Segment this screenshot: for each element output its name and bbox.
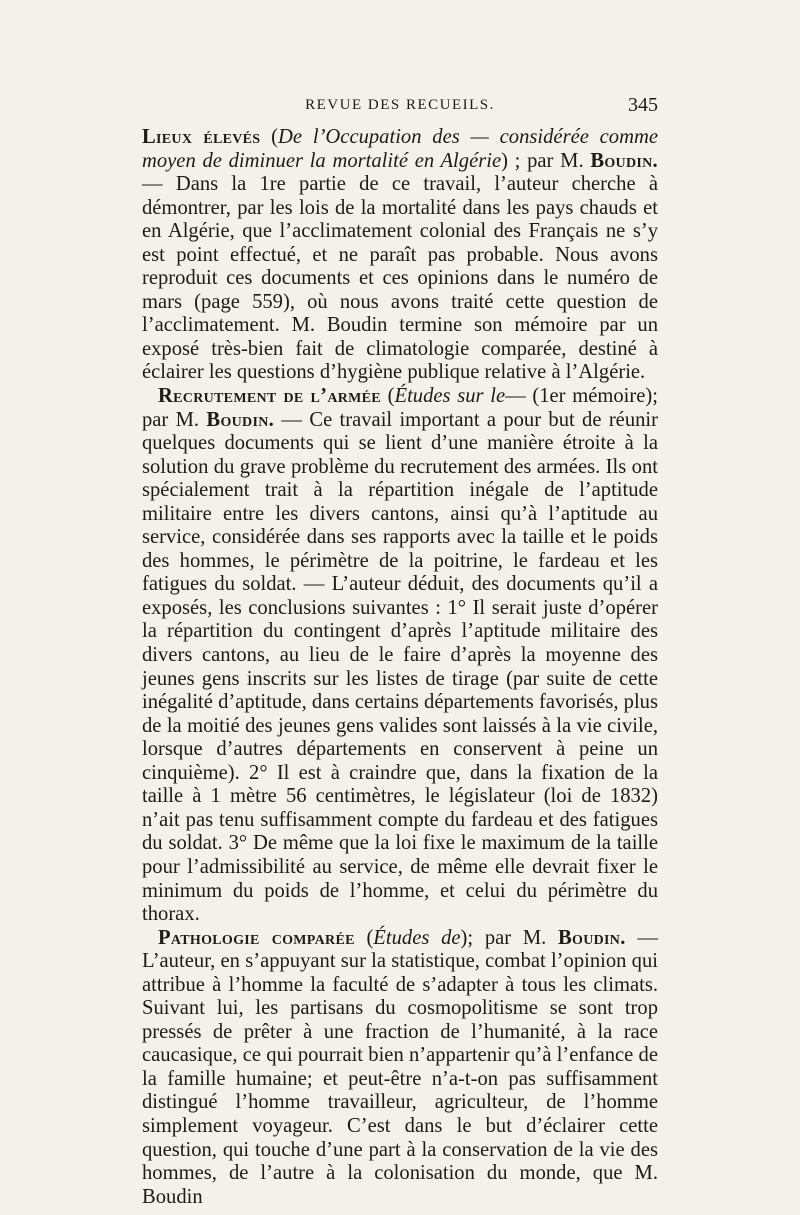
body-text	[142, 126, 658, 1209]
entry-title: Études sur le	[394, 385, 506, 408]
running-head: REVUE DES RECUEILS.	[305, 97, 495, 113]
entry-mid: ) ; par M.	[501, 149, 591, 172]
entry-author: Boudin.	[206, 408, 275, 431]
entry-pathologie: Pathologie comparée (Études de); par M. Boudin. — L’auteur, en s’appuyant sur la statistique, combat l’opinion qui attribue à l’homme la faculté de s’adapter à tous les climats. Suivant lui, les partisans du cosmopolitisme se sont trop pressés de prêter à une fraction de l’humanité, à la race caucasique, ce qui pourrait bien n’appartenir qu’à l’enfance de la famille humaine; et peut-être n’a-t-on pas suffisamment distingué l’homme travailleur, agriculteur, de l’homme simplement voyageur. C’est dans le but d’éclairer cette question, qui touche d’une part à la conservation de la vie des hommes, de l’autre à la colonisation du monde, que M. Boudin	[142, 926, 658, 1208]
entry-body: — Dans la 1re partie de ce travail, l’auteur cherche à démontrer, par les lois de la mortalité dans les pays chauds et en Algérie, que l’acclimatement colonial des Français ne s’y est point effectué, et ne paraît pas probable. Nous avons reproduit ces documents et ces opinions dans le numéro de mars (page 559), où nous avons traité cette question de l’acclimatement. M. Boudin termine son mémoire par un exposé très-bien fait de climatologie comparée, destiné à éclairer les questions d’hygiène publique relative à l’Algérie.	[142, 173, 658, 384]
entry-heading: Pathologie comparée	[158, 926, 355, 949]
entry-recrutement: Recrutement de l’armée (Études sur le— (1er mémoire); par M. Boudin. — Ce travail important a pour but de réunir quelques documents qui se lient d’une manière étroite à la solution du grave problème du recrutement des armées. Ils ont spécialement trait à la répartition inégale de l’aptitude militaire entre les divers cantons, ainsi qu’à l’aptitude au service, considérée dans ses rapports avec la taille et le poids des hommes, le périmètre de la poitrine, le fardeau et les fatigues du soldat. — L’auteur déduit, des documents qu’il a exposés, les conclusions suivantes : 1° Il serait juste d’opérer la répartition du contingent d’après l’aptitude militaire des divers cantons, au lieu de le faire d’après la moyenne des jeunes gens inscrits sur les listes de tirage (par suite de cette inégalité d’aptitude, dans certains départements favorisés, plus de la moitié des jeunes gens valides sont laissés à la vie civile, lorsque d’autres départements en conservent à peine un cinquième). 2° Il est à craindre que, dans la fixation de la taille à 1 mètre 56 centimètres, le législateur (loi de 1832) n’ait pas tenu suffisamment compte du fardeau et des fatigues du soldat. 3° De même que la loi fixe le maximum de la taille pour l’admissibilité au service, de même elle devrait fixer le minimum du poids de l’homme, et celui du périmètre du thorax.	[142, 385, 658, 926]
entry-body: — L’auteur, en s’appuyant sur la statistique, combat l’opinion qui attribue à l’homme la faculté de s’adapter à tous les climats. Suivant lui, les partisans du cosmopolitisme se sont trop pressés de prêter à une fraction de l’humanité, à la race caucasique, ce qui pourrait bien n’appartenir qu’à l’enfance de la famille humaine; et peut-être n’a-t-on pas suffisamment distingué l’homme travailleur, agriculteur, de l’homme simplement voyageur. C’est dans le but d’éclairer cette question, qui touche d’une part à la conservation de la vie des hommes, de l’autre à la colonisation du monde, que M. Boudin	[142, 926, 658, 1208]
entry-lieux-eleves: Lieux élevés (De l’Occupation des — considérée comme moyen de diminuer la mortalité en Algérie) ; par M. Boudin. — Dans la 1re partie de ce travail, l’auteur cherche à démontrer, par les lois de la mortalité dans les pays chauds et en Algérie, que l’acclimatement colonial des Français ne s’y est point effectué, et ne paraît pas probable. Nous avons reproduit ces documents et ces opinions dans le numéro de mars (page 559), où nous avons traité cette question de l’acclimatement. M. Boudin termine son mémoire par un exposé très-bien fait de climatologie comparée, destiné à éclairer les questions d’hygiène publique relative à l’Algérie.	[142, 126, 658, 384]
entry-author: Boudin.	[558, 926, 626, 949]
entry-mid: — (1er mémoire); par M.	[142, 385, 658, 431]
entry-author: Boudin.	[590, 149, 658, 172]
entry-body: — Ce travail important a pour but de réunir quelques documents qui se lient d’une manière étroite à la solution du grave problème du recrutement des armées. Ils ont spécialement trait à la répartition inégale de l’aptitude militaire entre les divers cantons, ainsi qu’à l’aptitude au service, considérée dans ses rapports avec la taille et le poids des hommes, le périmètre de la poitrine, le fardeau et les fatigues du soldat. — L’auteur déduit, des documents qu’il a exposés, les conclusions suivantes : 1° Il serait juste d’opérer la répartition du contingent d’après l’aptitude militaire des divers cantons, au lieu de le faire d’après la moyenne des jeunes gens inscrits sur les listes de tirage (par suite de cette inégalité d’aptitude, dans certains départements favorisés, plus de la moitié des jeunes gens valides sont laissés à la vie civile, lorsque d’autres départements en conservent à peine un cinquième). 2° Il est à craindre que, dans la fixation de la taille à 1 mètre 56 centimètres, le législateur (loi de 1832) n’ait pas tenu suffisamment compte du fardeau et des fatigues du soldat. 3° De même que la loi fixe le maximum de la taille pour l’admissibilité au service, de même elle devrait fixer le minimum du poids de l’homme, et celui du périmètre du thorax.	[142, 408, 658, 926]
page-number: 345	[628, 94, 658, 116]
page-header	[142, 94, 658, 123]
entry-heading: Recrutement de l’armée	[158, 385, 381, 408]
entry-heading: Lieux élevés	[142, 126, 261, 148]
entry-mid: ); par M.	[460, 926, 559, 949]
entry-title: Études de	[373, 926, 461, 949]
entry-title: De l’Occupation des — considérée comme moyen de diminuer la mortalité en Algérie	[142, 126, 658, 172]
